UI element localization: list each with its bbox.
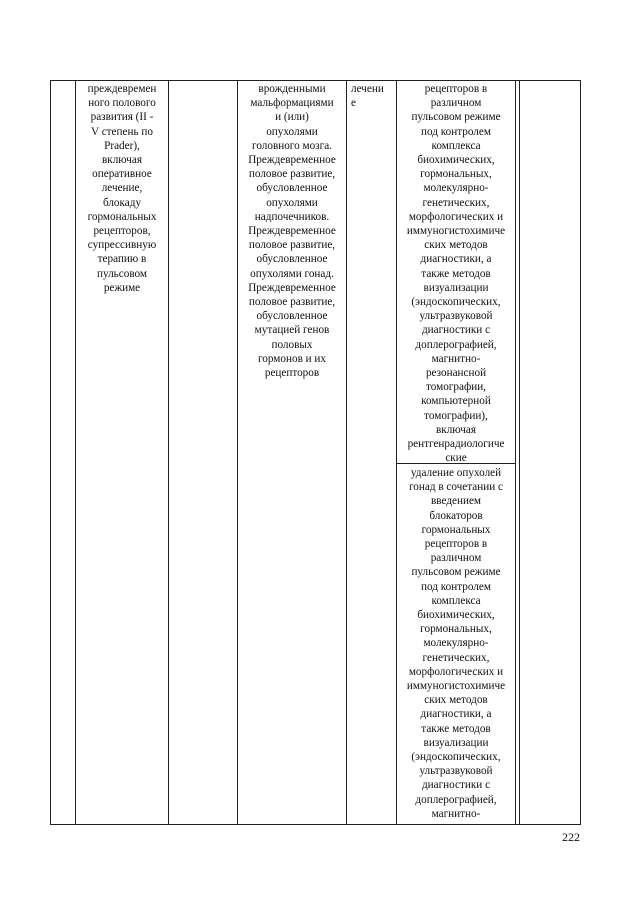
- table-border-left: [50, 80, 51, 825]
- page-number: 222: [562, 830, 580, 844]
- model-name-cell: преждевремен ного полового развития (II - V степень по Prader), включая оперативное лечение, блокаду гормональных рецепторов, супрессивную терапию в пульсовом режиме: [87, 83, 157, 294]
- column-divider-1: [75, 80, 76, 825]
- column-divider-3: [237, 80, 238, 825]
- column-divider-5: [519, 80, 520, 825]
- treatment-method-cell-2: удаление опухолей гонад в сочетании с введением блокаторов гормональных рецепторов в различном пульсовом режиме под контролем комплекса биохимических, гормональных, молекулярно- генетических, морфологических и иммуногистохимиче ских методов диагностики, а также методов визуализации (эндоскопических, ультразвуковой диагностики с доплерографией, магнитно-: [406, 467, 506, 820]
- diagnosis-cell: врожденными мальформациями и (или) опухолями головного мозга. Преждевременное половое развитие, обусловленное опухолями надпочечников. Преждевременное половое развитие, обусловленное опухолями гонад. Преждевременное половое развитие, обусловленное мутацией генов половых гормонов и их рецепторов: [248, 83, 336, 380]
- treatment-type-cell: лечени е: [351, 83, 384, 110]
- nested-cell-left-border: [396, 80, 397, 825]
- table-border-top: [50, 80, 580, 81]
- column-divider-2: [168, 80, 169, 825]
- table-border-bottom: [50, 824, 580, 825]
- treatment-method-cell-1: рецепторов в различном пульсовом режиме под контролем комплекса биохимических, гормональных, молекулярно- генетических, морфологических и иммуногистохимиче ских методов диагностики, а также методов визуализации (эндоскопических, ультразвуковой диагностики с доплерографией, магнитно- резонансной томографии, компьютерной томографии), включая рентгенрадиологиче ские: [406, 83, 506, 465]
- column-divider-4: [346, 80, 347, 825]
- table-border-right: [580, 80, 581, 825]
- nested-cell-right-border: [515, 80, 516, 825]
